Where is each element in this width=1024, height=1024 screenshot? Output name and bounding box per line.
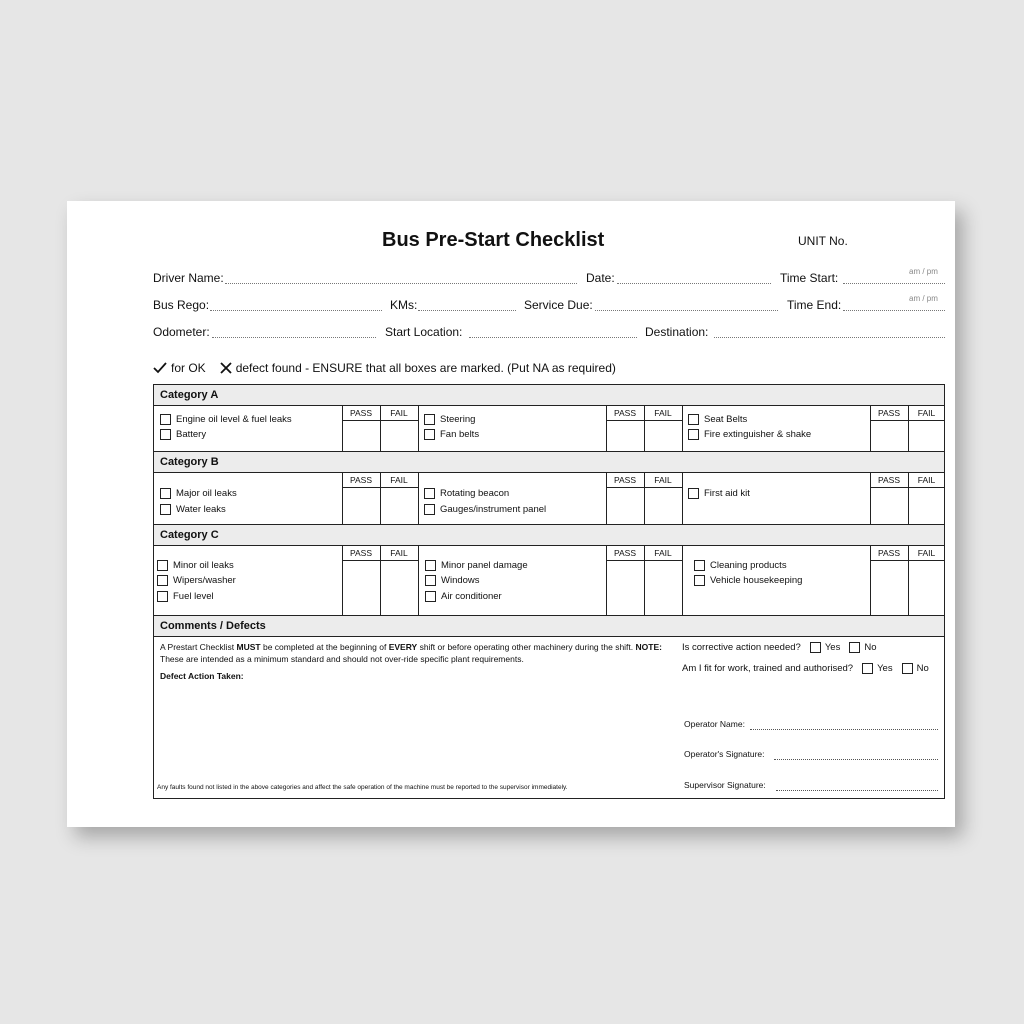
- check-icon: [153, 362, 167, 374]
- checklist-table: [153, 384, 945, 799]
- category-b-header: Category B: [154, 452, 944, 473]
- checkbox[interactable]: [425, 575, 436, 586]
- checkbox[interactable]: [694, 575, 705, 586]
- check-item-fire-extinguisher[interactable]: Fire extinguisher & shake: [688, 429, 811, 440]
- check-item-windows[interactable]: Windows: [425, 575, 480, 586]
- time-end-field[interactable]: [843, 310, 945, 311]
- check-item-fuel-level[interactable]: Fuel level: [157, 591, 214, 602]
- comments-header: Comments / Defects: [154, 616, 944, 637]
- corrective-no-checkbox[interactable]: [849, 642, 860, 653]
- date-label: Date:: [586, 271, 615, 285]
- check-item-water-leaks[interactable]: Water leaks: [160, 504, 226, 515]
- check-item-major-oil-leaks[interactable]: Major oil leaks: [160, 488, 237, 499]
- comments-section: [154, 637, 944, 798]
- check-item-seat-belts[interactable]: Seat Belts: [688, 414, 747, 425]
- field-row-3: [153, 325, 945, 341]
- service-due-field[interactable]: [595, 310, 778, 311]
- driver-name-label: Driver Name:: [153, 271, 224, 285]
- checkbox[interactable]: [160, 504, 171, 515]
- pass-header: PASS: [606, 473, 644, 488]
- unit-number-label: UNIT No.: [798, 234, 848, 248]
- checkbox[interactable]: [688, 414, 699, 425]
- destination-label: Destination:: [645, 325, 709, 339]
- odometer-field[interactable]: [212, 337, 376, 338]
- check-item-vehicle-housekeeping[interactable]: Vehicle housekeeping: [694, 575, 802, 586]
- fail-header: FAIL: [380, 406, 418, 421]
- check-item-engine-oil[interactable]: Engine oil level & fuel leaks: [160, 414, 292, 425]
- checkbox[interactable]: [157, 591, 168, 602]
- pass-header: PASS: [606, 546, 644, 561]
- category-b-section: [154, 473, 944, 525]
- checkbox[interactable]: [424, 414, 435, 425]
- checkbox[interactable]: [424, 488, 435, 499]
- service-due-label: Service Due:: [524, 298, 593, 312]
- driver-name-field[interactable]: [225, 283, 577, 284]
- fail-header: FAIL: [908, 406, 945, 421]
- time-end-ampm: am / pm: [909, 294, 938, 303]
- time-start-ampm: am / pm: [909, 267, 938, 276]
- corrective-yes-checkbox[interactable]: [810, 642, 821, 653]
- pass-header: PASS: [606, 406, 644, 421]
- category-a-header: Category A: [154, 385, 944, 406]
- checkbox[interactable]: [157, 560, 168, 571]
- fail-header: FAIL: [908, 473, 945, 488]
- start-location-label: Start Location:: [385, 325, 463, 339]
- fail-header: FAIL: [380, 473, 418, 488]
- form-title: Bus Pre-Start Checklist: [382, 229, 605, 251]
- check-item-battery[interactable]: Battery: [160, 429, 206, 440]
- fail-header: FAIL: [644, 406, 682, 421]
- pass-header: PASS: [342, 473, 380, 488]
- fit-yes-checkbox[interactable]: [862, 663, 873, 674]
- checkbox[interactable]: [688, 429, 699, 440]
- operator-signature-field[interactable]: [774, 759, 938, 760]
- field-row-2: [153, 294, 945, 314]
- checkbox[interactable]: [425, 560, 436, 571]
- faults-footer-note: Any faults found not listed in the above categories and affect the safe operation of the machine must be reported to the supervisor immediately.: [157, 784, 568, 791]
- date-field[interactable]: [617, 283, 771, 284]
- start-location-field[interactable]: [469, 337, 637, 338]
- kms-field[interactable]: [418, 310, 516, 311]
- category-c-header: Category C: [154, 525, 944, 546]
- fail-header: FAIL: [908, 546, 945, 561]
- time-end-label: Time End:: [787, 298, 842, 312]
- cross-icon: [220, 362, 232, 374]
- check-item-wipers[interactable]: Wipers/washer: [157, 575, 236, 586]
- check-item-rotating-beacon[interactable]: Rotating beacon: [424, 488, 509, 499]
- legend-ok-text: for OK: [171, 361, 206, 375]
- check-item-minor-panel-damage[interactable]: Minor panel damage: [425, 560, 528, 571]
- kms-label: KMs:: [390, 298, 418, 312]
- fail-header: FAIL: [644, 473, 682, 488]
- checkbox[interactable]: [424, 429, 435, 440]
- checklist-sheet: [67, 201, 955, 827]
- operator-name-field[interactable]: [750, 729, 938, 730]
- pass-header: PASS: [342, 406, 380, 421]
- check-item-fan-belts[interactable]: Fan belts: [424, 429, 479, 440]
- corrective-action-question: Is corrective action needed? Yes No: [682, 642, 877, 653]
- checkbox[interactable]: [160, 429, 171, 440]
- check-item-steering[interactable]: Steering: [424, 414, 475, 425]
- bus-rego-label: Bus Rego:: [153, 298, 210, 312]
- supervisor-signature-label: Supervisor Signature:: [684, 780, 766, 790]
- fail-header: FAIL: [644, 546, 682, 561]
- category-c-section: [154, 546, 944, 616]
- check-item-minor-oil-leaks[interactable]: Minor oil leaks: [157, 560, 234, 571]
- checkbox[interactable]: [160, 414, 171, 425]
- check-item-gauges[interactable]: Gauges/instrument panel: [424, 504, 546, 515]
- fit-for-work-question: Am I fit for work, trained and authorised? Yes No: [682, 663, 929, 674]
- supervisor-signature-field[interactable]: [776, 790, 938, 791]
- checkbox[interactable]: [157, 575, 168, 586]
- pass-header: PASS: [870, 406, 908, 421]
- legend-defect-text: defect found - ENSURE that all boxes are marked. (Put NA as required): [235, 361, 616, 375]
- operator-signature-label: Operator's Signature:: [684, 749, 765, 759]
- category-a-section: [154, 406, 944, 452]
- checkbox[interactable]: [694, 560, 705, 571]
- destination-field[interactable]: [714, 337, 945, 338]
- fail-header: FAIL: [380, 546, 418, 561]
- time-start-label: Time Start:: [780, 271, 839, 285]
- prestart-note: A Prestart Checklist MUST be completed at the beginning of EVERY shift or before operating other machinery during the shift. NOTE: These are intended as a minimum standard and should not over-ride specific plant requirements.: [160, 642, 662, 664]
- field-row-1: [153, 267, 945, 287]
- check-item-cleaning-products[interactable]: Cleaning products: [694, 560, 787, 571]
- check-item-air-conditioner[interactable]: Air conditioner: [425, 591, 502, 602]
- pass-header: PASS: [870, 546, 908, 561]
- odometer-label: Odometer:: [153, 325, 210, 339]
- checkbox[interactable]: [424, 504, 435, 515]
- fit-no-checkbox[interactable]: [902, 663, 913, 674]
- operator-name-label: Operator Name:: [684, 719, 745, 729]
- checkbox[interactable]: [160, 488, 171, 499]
- bus-rego-field[interactable]: [210, 310, 382, 311]
- pass-header: PASS: [870, 473, 908, 488]
- legend: [153, 361, 616, 375]
- checkbox[interactable]: [425, 591, 436, 602]
- time-start-field[interactable]: [843, 283, 945, 284]
- defect-action-label: Defect Action Taken:: [160, 671, 244, 681]
- checkbox[interactable]: [688, 488, 699, 499]
- pass-header: PASS: [342, 546, 380, 561]
- check-item-first-aid-kit[interactable]: First aid kit: [688, 488, 750, 499]
